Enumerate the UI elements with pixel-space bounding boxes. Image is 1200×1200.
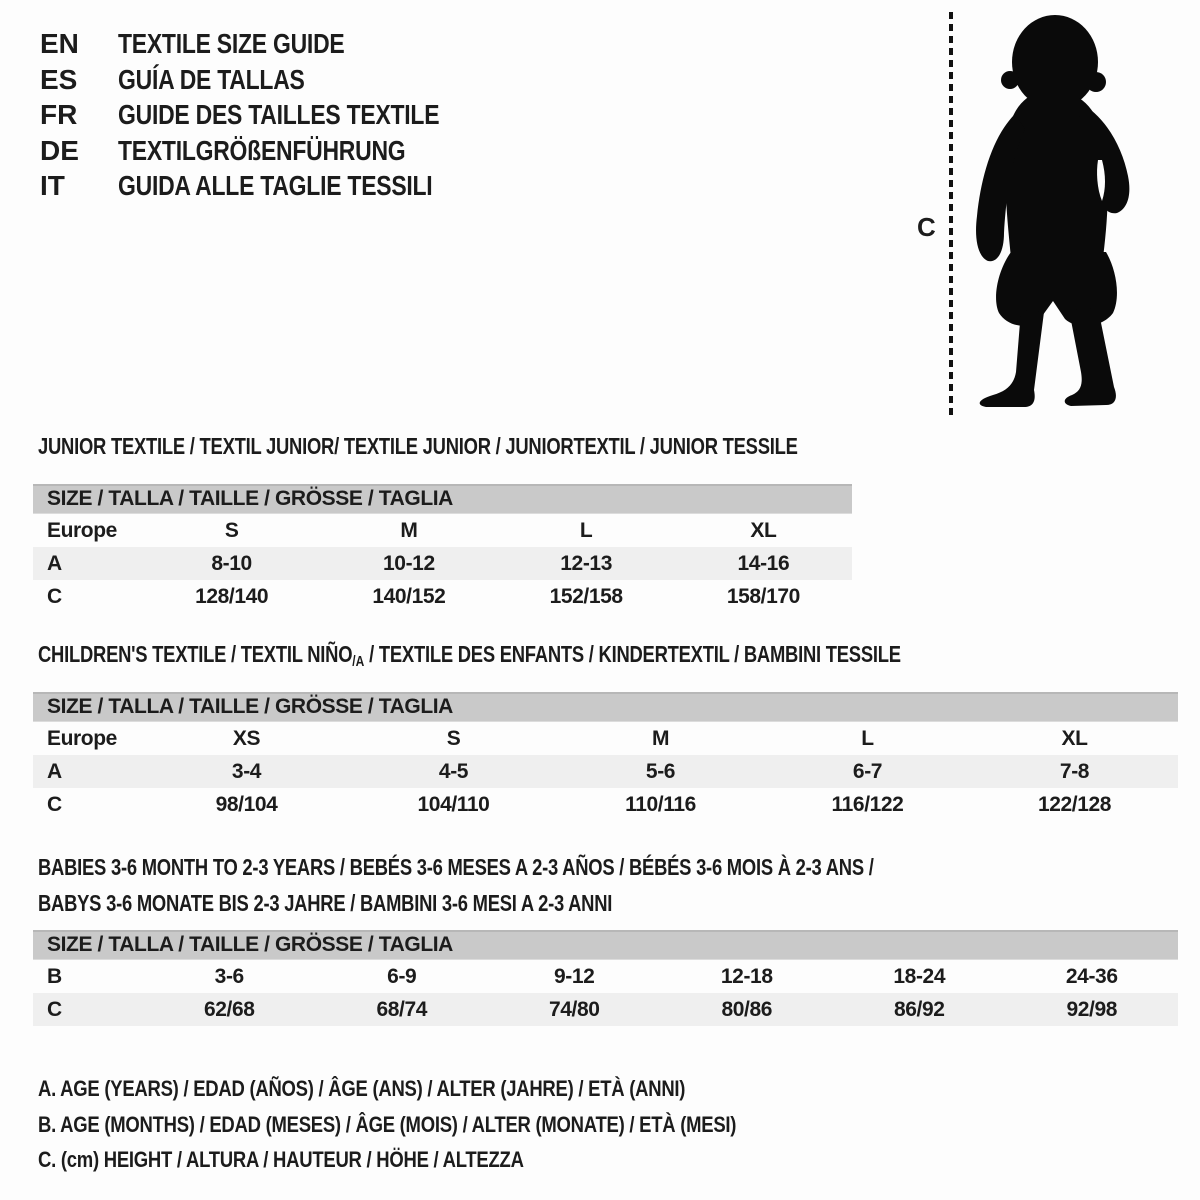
size-cell: 86/92 (833, 993, 1006, 1026)
size-cell: 9-12 (554, 964, 595, 988)
size-cell: XS (232, 726, 261, 750)
row-label: B (47, 964, 62, 988)
junior-size-table (33, 484, 852, 613)
toddler-silhouette (965, 10, 1143, 412)
row-label: A (33, 547, 143, 580)
lang-code: EN (40, 28, 79, 59)
children-title-subscript: /A (352, 653, 365, 670)
size-cell: XL (750, 518, 777, 542)
size-cell: 6-9 (387, 964, 417, 988)
row-label: A (33, 755, 143, 788)
lang-code: ES (40, 63, 78, 95)
children-title-text (38, 642, 901, 674)
row-label: Europe (47, 518, 117, 542)
table-row-months (33, 960, 1178, 993)
table-row-age (33, 755, 1178, 788)
babies-size-table (33, 930, 1178, 1026)
legend-line-a: A. AGE (YEARS) / EDAD (AÑOS) / ÂGE (ANS) / ALTER (JAHRE) / ETÀ (ANNI) (38, 1076, 686, 1101)
language-title-block (40, 26, 510, 204)
size-cell: 158/170 (726, 584, 800, 608)
size-cell: 8-10 (143, 547, 320, 580)
lang-label: TEXTILE SIZE GUIDE (118, 28, 345, 59)
children-size-table (33, 692, 1178, 821)
size-cell: 92/98 (1006, 993, 1179, 1026)
size-cell: 152/158 (549, 584, 623, 608)
table-row-europe (33, 722, 1178, 755)
size-cell: L (579, 518, 593, 542)
row-label: C (47, 792, 62, 816)
height-measure-dashed-line (947, 10, 955, 418)
size-cell: 12-13 (498, 547, 675, 580)
table-header-row (33, 484, 852, 514)
size-cell: S (446, 726, 461, 750)
size-cell: 128/140 (195, 584, 269, 608)
babies-title-line1: BABIES 3-6 MONTH TO 2-3 YEARS / BEBÉS 3-6 MESES A 2-3 AÑOS / BÉBÉS 3-6 MOIS À 2-3 ANS / (38, 854, 874, 880)
junior-title-text: JUNIOR TEXTILE / TEXTIL JUNIOR/ TEXTILE JUNIOR / JUNIORTEXTIL / JUNIOR TESSILE (38, 433, 798, 459)
row-label: Europe (47, 726, 117, 750)
table-row-height (33, 788, 1178, 821)
size-cell: 5-6 (557, 755, 764, 788)
size-cell: M (400, 518, 418, 542)
legend-line-c-wrap (38, 1142, 869, 1178)
size-cell: 7-8 (971, 755, 1178, 788)
size-cell: 3-6 (214, 964, 244, 988)
size-cell: L (861, 726, 874, 750)
size-cell: XL (1061, 726, 1088, 750)
size-cell: 62/68 (143, 993, 316, 1026)
lang-label: GUIDE DES TAILLES TEXTILE (118, 99, 440, 130)
children-title-part2: / TEXTILE DES ENFANTS / KINDERTEXTIL / BAMBINI TESSILE (364, 641, 901, 667)
lang-code: FR (40, 99, 78, 130)
size-cell: 14-16 (675, 547, 852, 580)
lang-label: GUÍA DE TALLAS (118, 63, 305, 95)
lang-row-it (40, 168, 510, 204)
lang-row-fr (40, 97, 510, 133)
measurement-legend (38, 1071, 869, 1178)
size-cell: 140/152 (372, 584, 446, 608)
height-measure-label: C (917, 212, 936, 242)
size-cell: 12-18 (720, 964, 773, 988)
size-header-label: SIZE / TALLA / TAILLE / GRÖSSE / TAGLIA (33, 930, 1178, 960)
lang-row-es (40, 62, 510, 98)
children-title-part1: CHILDREN'S TEXTILE / TEXTIL NIÑO (38, 641, 353, 667)
size-header-label: SIZE / TALLA / TAILLE / GRÖSSE / TAGLIA (33, 692, 1178, 722)
babies-title-line2-wrap (38, 885, 1083, 921)
size-cell: 74/80 (488, 993, 661, 1026)
lang-row-en (40, 26, 510, 62)
row-label: C (47, 584, 62, 608)
size-cell: 68/74 (316, 993, 489, 1026)
size-cell: 4-5 (350, 755, 557, 788)
table-row-europe (33, 514, 852, 547)
table-header-row (33, 692, 1178, 722)
legend-line-b-wrap (38, 1107, 869, 1143)
size-cell: S (224, 518, 239, 542)
size-header-label: SIZE / TALLA / TAILLE / GRÖSSE / TAGLIA (33, 484, 852, 514)
legend-line-a-wrap (38, 1071, 869, 1107)
lang-label: TEXTILGRÖßENFÜHRUNG (118, 134, 406, 166)
lang-code: DE (40, 134, 79, 166)
table-row-age (33, 547, 852, 580)
babies-title-line1-wrap (38, 849, 1083, 885)
legend-line-b: B. AGE (MONTHS) / EDAD (MESES) / ÂGE (MOIS) / ALTER (MONATE) / ETÀ (MESI) (38, 1111, 737, 1137)
babies-title-line2: BABYS 3-6 MONATE BIS 2-3 JAHRE / BAMBINI 3-6 MESI A 2-3 ANNI (38, 890, 613, 916)
lang-row-de (40, 133, 510, 169)
legend-line-c: C. (cm) HEIGHT / ALTURA / HAUTEUR / HÖHE / ALTEZZA (38, 1147, 524, 1172)
size-cell: 122/128 (1037, 792, 1112, 816)
size-cell: 3-4 (143, 755, 350, 788)
size-cell: 10-12 (320, 547, 497, 580)
lang-label: GUIDA ALLE TAGLIE TESSILI (118, 170, 433, 201)
table-row-height (33, 580, 852, 613)
row-label: C (33, 993, 143, 1026)
measurement-figure (905, 8, 1195, 422)
table-header-row (33, 930, 1178, 960)
lang-code: IT (40, 170, 65, 201)
size-cell: 98/104 (215, 792, 278, 816)
children-section-title (38, 642, 1116, 674)
size-cell: M (651, 726, 670, 750)
size-cell: 110/116 (625, 792, 696, 816)
junior-section-title (38, 434, 988, 458)
size-cell: 18-24 (893, 964, 946, 988)
table-row-height (33, 993, 1178, 1026)
babies-section-title (38, 849, 1083, 921)
size-cell: 80/86 (661, 993, 834, 1026)
size-cell: 6-7 (764, 755, 971, 788)
size-cell: 116/122 (831, 792, 904, 816)
size-cell: 24-36 (1065, 964, 1118, 988)
size-cell: 104/110 (417, 792, 490, 816)
